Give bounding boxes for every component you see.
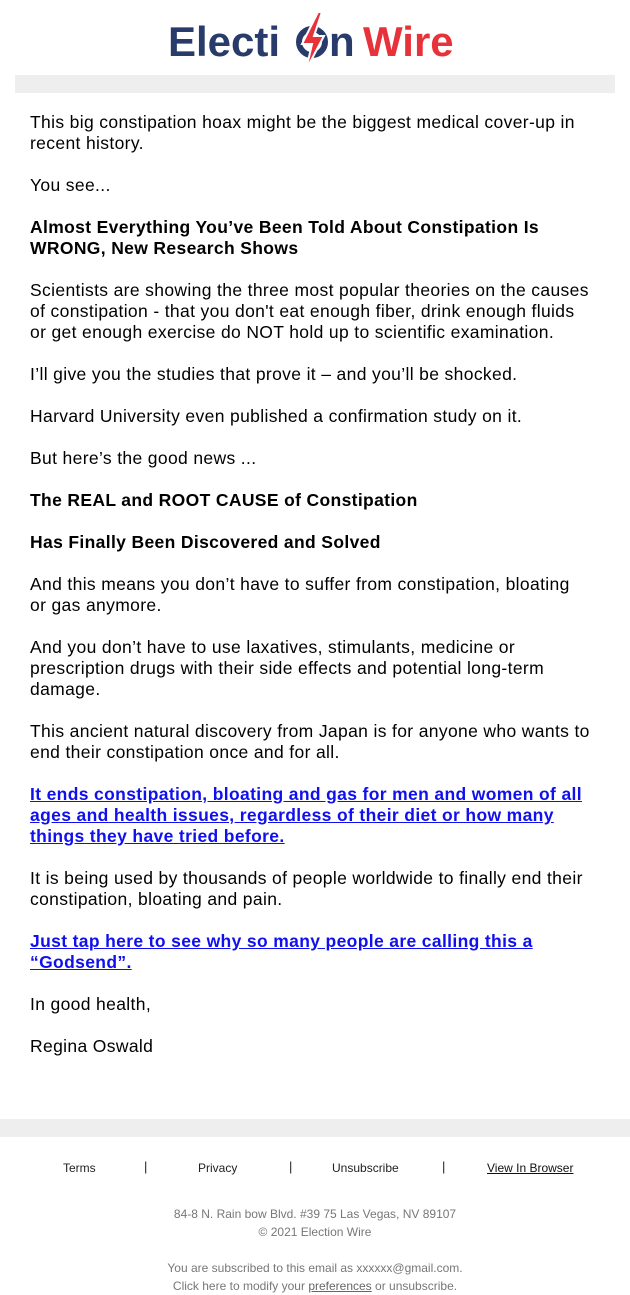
footer-separator: | xyxy=(442,1159,446,1174)
privacy-link[interactable]: Privacy xyxy=(198,1161,238,1175)
body-paragraph: Scientists are showing the three most popular theories on the causes of constipation - that you don't eat enough fiber, drink enough fluids or get enough exercise do NOT hold up to scientific examination. xyxy=(30,280,589,342)
email-body xyxy=(30,112,590,1078)
body-paragraph: I’ll give you the studies that prove it – and you’ll be shocked. xyxy=(30,364,518,384)
headline-paragraph: Almost Everything You’ve Been Told About Constipation Is WRONG, New Research Shows xyxy=(30,217,539,258)
body-paragraph: But here’s the good news ... xyxy=(30,448,257,468)
subscribed-email-text: You are subscribed to this email as xxxxxx@gmail.com. xyxy=(167,1261,463,1275)
closing-paragraph: In good health, xyxy=(30,994,152,1014)
cta-link-ends-constipation[interactable]: It ends constipation, bloating and gas for men and women of all ages and health issues, regardless of their diet or how many things they have tried before. xyxy=(30,784,582,846)
body-paragraph: It is being used by thousands of people worldwide to finally end their constipation, bloating and pain. xyxy=(30,868,583,909)
body-paragraph: This ancient natural discovery from Japan is for anyone who wants to end their constipation once and for all. xyxy=(30,721,590,762)
footer-separator: | xyxy=(144,1159,148,1174)
unsubscribe-link[interactable]: Unsubscribe xyxy=(332,1161,399,1175)
logo-text-wire: Wire xyxy=(363,18,454,65)
footer-divider-bar xyxy=(0,1119,630,1137)
logo-text-n: n xyxy=(329,18,355,65)
lightning-o-icon xyxy=(299,12,325,70)
cta-link-paragraph xyxy=(30,784,590,847)
body-paragraph: This big constipation hoax might be the biggest medical cover-up in recent history. xyxy=(30,112,575,153)
copyright: © 2021 Election Wire xyxy=(258,1225,372,1239)
mailing-address: 84-8 N. Rain bow Blvd. #39 75 Las Vegas, NV 89107 xyxy=(173,1207,457,1221)
logo-graphic xyxy=(168,10,468,72)
terms-link[interactable]: Terms xyxy=(63,1161,96,1175)
modify-prefix-text: Click here to modify your xyxy=(172,1279,305,1293)
body-paragraph: And this means you don’t have to suffer from constipation, bloating or gas anymore. xyxy=(30,574,570,615)
footer-address-block xyxy=(0,1205,630,1241)
signature: Regina Oswald xyxy=(30,1036,154,1056)
logo-text-election: Electi xyxy=(168,18,281,65)
body-paragraph: You see... xyxy=(30,175,111,195)
headline-paragraph: The REAL and ROOT CAUSE of Constipation xyxy=(30,490,418,510)
headline-paragraph: Has Finally Been Discovered and Solved xyxy=(30,532,381,552)
cta-link-godsend[interactable]: Just tap here to see why so many people are calling this a “Godsend”. xyxy=(30,931,533,972)
email-header xyxy=(0,0,630,75)
subscription-notice xyxy=(0,1259,630,1295)
header-divider-bar xyxy=(15,75,615,93)
modify-preferences-line xyxy=(0,1277,630,1295)
modify-suffix-text: or unsubscribe. xyxy=(375,1279,458,1293)
footer-links xyxy=(0,1159,630,1179)
body-paragraph: And you don’t have to use laxatives, stimulants, medicine or prescription drugs with their side effects and potential long-term damage. xyxy=(30,637,545,699)
election-wire-logo[interactable] xyxy=(168,10,468,72)
view-in-browser-link[interactable]: View In Browser xyxy=(487,1161,574,1175)
body-paragraph: Harvard University even published a confirmation study on it. xyxy=(30,406,523,426)
preferences-link[interactable]: preferences xyxy=(308,1279,372,1293)
footer-separator: | xyxy=(289,1159,293,1174)
cta-link-paragraph xyxy=(30,931,590,973)
